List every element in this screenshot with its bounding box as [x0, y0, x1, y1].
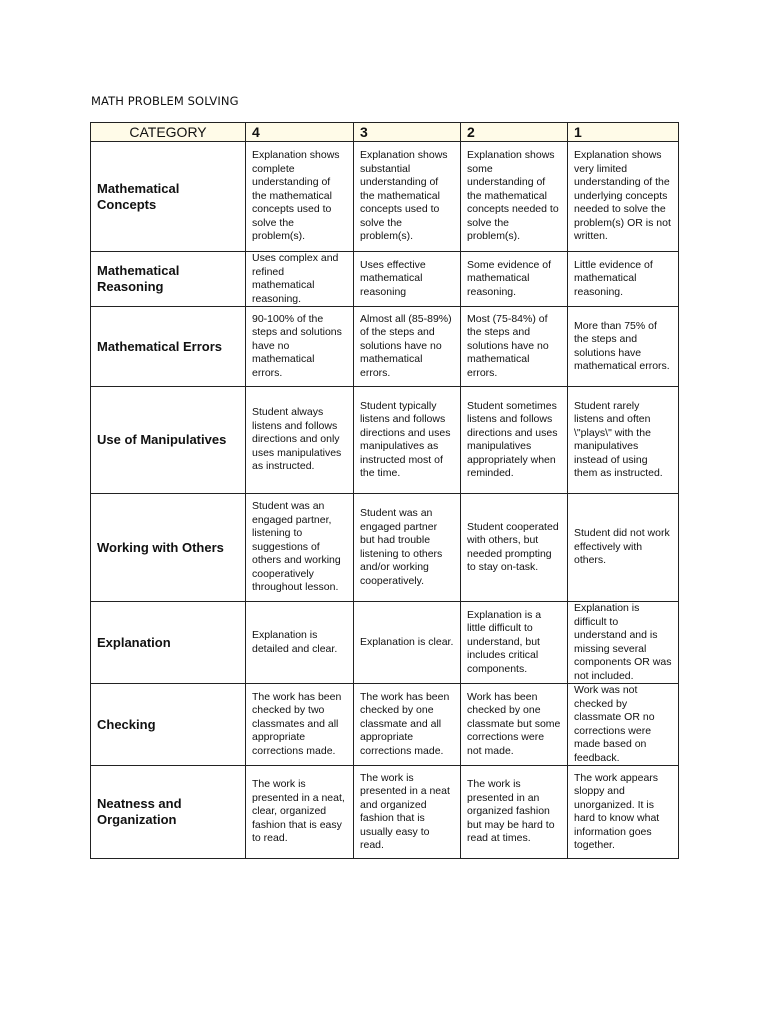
score-3-cell: Explanation shows substantial understanding of the mathematical concepts used to solve the problem(s). — [354, 142, 461, 252]
table-row — [91, 602, 679, 684]
table-row — [91, 142, 679, 252]
score-4-cell: Uses complex and refined mathematical reasoning. — [246, 252, 354, 307]
rubric-table — [90, 122, 679, 859]
score-2-cell: Student cooperated with others, but needed prompting to stay on-task. — [461, 494, 568, 602]
table-row — [91, 307, 679, 387]
table-row — [91, 387, 679, 494]
score-4-cell: Student always listens and follows directions and only uses manipulatives as instructed. — [246, 387, 354, 494]
table-row — [91, 252, 679, 307]
score-4-cell: Student was an engaged partner, listening to suggestions of others and working cooperatively throughout lesson. — [246, 494, 354, 602]
category-cell: Working with Others — [91, 494, 246, 602]
score-1-cell: Little evidence of mathematical reasoning. — [568, 252, 679, 307]
category-cell: Mathematical Reasoning — [91, 252, 246, 307]
category-cell: Mathematical Concepts — [91, 142, 246, 252]
category-cell: Explanation — [91, 602, 246, 684]
header-score-3: 3 — [354, 123, 461, 142]
score-1-cell: Student rarely listens and often \"plays\" with the manipulatives instead of using them as instructed. — [568, 387, 679, 494]
header-score-4: 4 — [246, 123, 354, 142]
score-1-cell: Work was not checked by classmate OR no corrections were made based on feedback. — [568, 684, 679, 766]
score-3-cell: Student typically listens and follows directions and uses manipulatives as instructed most of the time. — [354, 387, 461, 494]
score-4-cell: The work has been checked by two classmates and all appropriate corrections made. — [246, 684, 354, 766]
category-cell: Use of Manipulatives — [91, 387, 246, 494]
header-score-1: 1 — [568, 123, 679, 142]
score-3-cell: Student was an engaged partner but had trouble listening to others and/or working cooperatively. — [354, 494, 461, 602]
document-title: MATH PROBLEM SOLVING — [91, 94, 239, 108]
score-1-cell: Explanation shows very limited understanding of the underlying concepts needed to solve the problem(s) OR is not written. — [568, 142, 679, 252]
score-3-cell: Almost all (85-89%) of the steps and solutions have no mathematical errors. — [354, 307, 461, 387]
score-3-cell: Explanation is clear. — [354, 602, 461, 684]
score-4-cell: Explanation shows complete understanding of the mathematical concepts used to solve the problem(s). — [246, 142, 354, 252]
score-1-cell: More than 75% of the steps and solutions have mathematical errors. — [568, 307, 679, 387]
score-3-cell: The work has been checked by one classmate and all appropriate corrections made. — [354, 684, 461, 766]
table-row — [91, 684, 679, 766]
score-4-cell: Explanation is detailed and clear. — [246, 602, 354, 684]
score-3-cell: The work is presented in a neat and organized fashion that is usually easy to read. — [354, 766, 461, 859]
header-score-2: 2 — [461, 123, 568, 142]
category-cell: Mathematical Errors — [91, 307, 246, 387]
score-3-cell: Uses effective mathematical reasoning — [354, 252, 461, 307]
score-2-cell: Most (75-84%) of the steps and solutions have no mathematical errors. — [461, 307, 568, 387]
score-2-cell: Some evidence of mathematical reasoning. — [461, 252, 568, 307]
score-1-cell: The work appears sloppy and unorganized. It is hard to know what information goes together. — [568, 766, 679, 859]
score-1-cell: Explanation is difficult to understand and is missing several components OR was not included. — [568, 602, 679, 684]
table-row — [91, 766, 679, 859]
category-cell: Checking — [91, 684, 246, 766]
category-cell: Neatness and Organization — [91, 766, 246, 859]
score-2-cell: The work is presented in an organized fashion but may be hard to read at times. — [461, 766, 568, 859]
score-2-cell: Explanation is a little difficult to understand, but includes critical components. — [461, 602, 568, 684]
score-2-cell: Work has been checked by one classmate but some corrections were not made. — [461, 684, 568, 766]
header-category: CATEGORY — [91, 123, 246, 142]
score-1-cell: Student did not work effectively with others. — [568, 494, 679, 602]
table-row — [91, 494, 679, 602]
header-row — [91, 123, 679, 142]
score-2-cell: Explanation shows some understanding of the mathematical concepts needed to solve the problem(s). — [461, 142, 568, 252]
score-4-cell: The work is presented in a neat, clear, organized fashion that is easy to read. — [246, 766, 354, 859]
score-2-cell: Student sometimes listens and follows directions and uses manipulatives appropriately when reminded. — [461, 387, 568, 494]
score-4-cell: 90-100% of the steps and solutions have no mathematical errors. — [246, 307, 354, 387]
